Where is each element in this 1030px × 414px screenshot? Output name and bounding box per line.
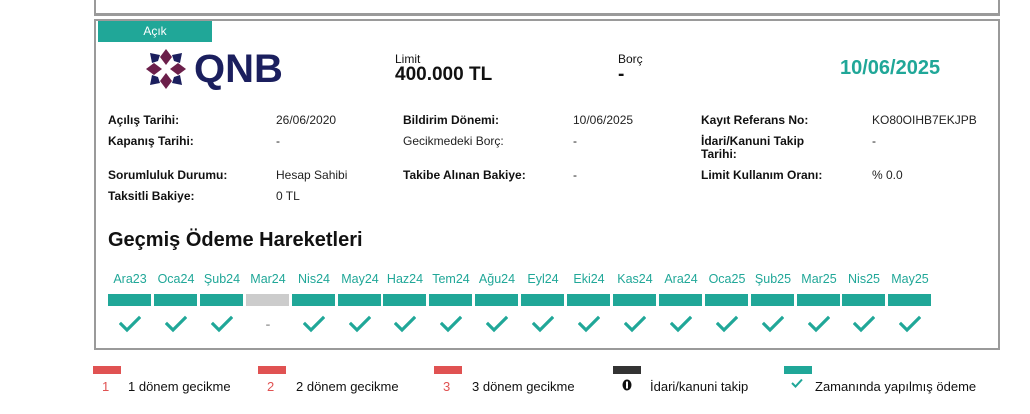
followup-balance-label: Takibe Alınan Bakiye: (403, 168, 526, 182)
responsibility-value: Hesap Sahibi (276, 168, 348, 182)
opening-date-value: 26/06/2020 (276, 113, 337, 127)
check-icon (474, 315, 520, 333)
history-month-label: Ağu24 (478, 272, 516, 286)
account-card (94, 19, 1000, 350)
check-icon (428, 315, 474, 333)
history-month-label: Şub25 (754, 272, 792, 286)
check-icon (704, 315, 750, 333)
history-status-bar (383, 294, 426, 306)
legend-late3-text: 3 dönem gecikme (472, 379, 575, 394)
installment-balance-label: Taksitli Bakiye: (108, 189, 195, 203)
history-month-label: Eki24 (573, 272, 605, 286)
legend-late1-text: 1 dönem gecikme (128, 379, 231, 394)
payment-history-title: Geçmiş Ödeme Hareketleri (108, 229, 363, 251)
limit-value: 400.000 TL (395, 64, 493, 85)
check-icon (107, 315, 153, 333)
status-badge: Açık (98, 21, 212, 42)
check-icon (291, 315, 337, 333)
history-status-bar (429, 294, 472, 306)
check-icon (791, 378, 803, 388)
history-month-label: May25 (891, 272, 929, 286)
legend-legal-text: İdari/kanuni takip (650, 379, 749, 394)
history-status-bar (797, 294, 840, 306)
legend-late1-swatch (93, 366, 121, 374)
legend-ontime-swatch (784, 366, 812, 374)
history-month-label: Ara23 (113, 272, 147, 286)
history-status-bar (154, 294, 197, 306)
history-status-bar (705, 294, 748, 306)
bank-name: QNB (194, 47, 283, 91)
debt-label: Borç (618, 52, 643, 66)
history-month-label: Oca25 (708, 272, 746, 286)
check-icon (153, 315, 199, 333)
history-status-bar (108, 294, 151, 306)
report-date: 10/06/2025 (840, 57, 941, 79)
overdue-debt-label: Gecikmedeki Borç: (403, 134, 504, 148)
legend-ontime-text: Zamanında yapılmış ödeme (815, 379, 977, 394)
reporting-period-label: Bildirim Dönemi: (403, 113, 500, 127)
legal-followup-value: - (872, 134, 876, 148)
history-month-label: May24 (341, 272, 379, 286)
history-status-bar (567, 294, 610, 306)
legend-late1-num: 1 (102, 379, 110, 394)
no-data-dash: - (265, 316, 271, 332)
limit-label: Limit (395, 52, 421, 66)
history-status-bar (659, 294, 702, 306)
history-month-label: Nis24 (298, 272, 330, 286)
history-status-bar (475, 294, 518, 306)
closing-date-label: Kapanış Tarihi: (108, 134, 194, 148)
responsibility-label: Sorumluluk Durumu: (108, 168, 228, 182)
record-ref-value: KO80OIHB7EKJPB (872, 113, 977, 127)
legend-late3-num: 3 (443, 379, 451, 394)
legend-late2-swatch (258, 366, 286, 374)
legend-late2-num: 2 (267, 379, 275, 394)
history-month-label: Tem24 (432, 272, 470, 286)
history-status-bar (613, 294, 656, 306)
check-icon (612, 315, 658, 333)
check-icon (887, 315, 933, 333)
check-icon (796, 315, 842, 333)
history-month-label: Nis25 (848, 272, 880, 286)
history-status-bar (521, 294, 564, 306)
check-icon (566, 315, 612, 333)
check-icon (658, 315, 704, 333)
history-month-label: Ara24 (664, 272, 698, 286)
history-month-label: Eyl24 (527, 272, 559, 286)
closing-date-value: - (276, 134, 280, 148)
check-icon (520, 315, 566, 333)
history-status-bar (246, 294, 289, 306)
history-month-label: Mar24 (250, 272, 286, 286)
reporting-period-value: 10/06/2025 (573, 113, 634, 127)
previous-card-frame (94, 0, 1000, 16)
legend-legal-swatch (613, 366, 641, 374)
legal-followup-icon (622, 379, 632, 391)
history-month-label: Kas24 (617, 272, 653, 286)
followup-balance-value: - (573, 168, 577, 182)
legal-followup-label: İdari/Kanuni Takip Tarihi: (701, 134, 805, 161)
debt-value: - (618, 64, 625, 85)
history-status-bar (292, 294, 335, 306)
history-status-bar (200, 294, 243, 306)
history-month-label: Oca24 (157, 272, 195, 286)
history-month-label: Mar25 (801, 272, 837, 286)
history-status-bar (842, 294, 885, 306)
overdue-debt-value: - (573, 134, 577, 148)
history-status-bar (338, 294, 381, 306)
installment-balance-value: 0 TL (276, 189, 300, 203)
limit-usage-label: Limit Kullanım Oranı: (701, 168, 823, 182)
check-icon (750, 315, 796, 333)
check-icon (337, 315, 383, 333)
history-month-label: Haz24 (386, 272, 424, 286)
opening-date-label: Açılış Tarihi: (108, 113, 180, 127)
legend-late2-text: 2 dönem gecikme (296, 379, 399, 394)
history-status-bar (888, 294, 931, 306)
record-ref-label: Kayıt Referans No: (701, 113, 809, 127)
qnb-emblem-icon (144, 47, 188, 91)
check-icon (199, 315, 245, 333)
history-month-label: Şub24 (203, 272, 241, 286)
check-icon (382, 315, 428, 333)
legend-late3-swatch (434, 366, 462, 374)
bank-logo (144, 47, 283, 91)
limit-usage-value: % 0.0 (872, 168, 903, 182)
history-status-bar (751, 294, 794, 306)
check-icon (841, 315, 887, 333)
